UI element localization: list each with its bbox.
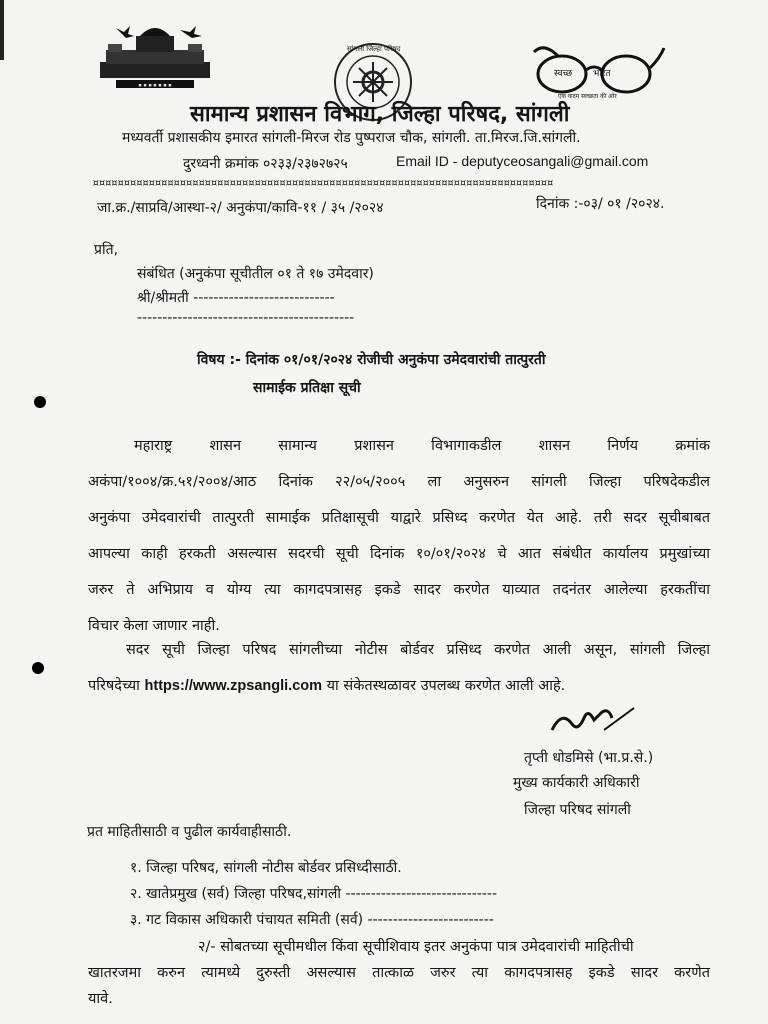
copy-heading: प्रत माहितीसाठी व पुढील कार्यवाहीसाठी. [87, 824, 292, 840]
copy-item-2: २. खातेप्रमुख (सर्व) जिल्हा परिषद,सांगली ------------------------------ [130, 886, 498, 902]
website-link[interactable]: https://www.zpsangli.com [144, 678, 323, 694]
office-email: Email ID - deputyceosangali@gmail.com [396, 153, 649, 169]
para2-prefix: परिषदेच्या [88, 678, 140, 694]
note-line-1: २/- सोबतच्या सूचीमधील किंवा सूचीशिवाय इतर अनुकंपा पात्र उमेदवारांची माहितीची [198, 939, 634, 955]
subject-line-1: विषय :- दिनांक ०१/०१/२०२४ रोजीची अनुकंपा उमेदवारांची तात्पुरती [197, 352, 546, 368]
scan-edge-mark [0, 0, 4, 60]
para1-line-1: महाराष्ट्र शासन सामान्य प्रशासन विभागाकडील शासन निर्णय क्रमांक [134, 438, 710, 454]
copy-note [88, 934, 710, 1012]
recipient-line-1: संबंधित (अनुकंपा सूचीतील ०१ ते १७ उमेदवार) [137, 266, 374, 282]
para1-line-6: विचार केला जाणार नाही. [88, 618, 220, 634]
recipient-line-3: ------------------------------------------- [137, 310, 355, 326]
note-line-3: यावे. [88, 991, 113, 1007]
signature-scribble [548, 700, 638, 740]
decorative-border: ¤¤¤¤¤¤¤¤¤¤¤¤¤¤¤¤¤¤¤¤¤¤¤¤¤¤¤¤¤¤¤¤¤¤¤¤¤¤¤¤¤¤¤¤¤¤¤¤¤¤¤¤¤¤¤¤¤¤¤¤¤¤¤¤¤¤¤¤¤¤¤¤¤¤ [92, 176, 553, 190]
punch-hole [32, 662, 44, 674]
swachh-tagline: एक कदम स्वच्छता की ओर [558, 93, 617, 100]
subject-line-2: सामाईक प्रतिक्षा सूची [253, 380, 361, 396]
para1-line-3: अनुकंपा उमेदवारांची तात्पुरती सामाईक प्रतिक्षासूची याद्वारे प्रसिध्द करणेत येत आहे. तरी सदर सूचीबाबत [88, 510, 710, 526]
para1-line-5: जरुर ते अभिप्राय व योग्य त्या कागदपत्रासह इकडे सादर करणेत याव्यात तदनंतर आलेल्या हरकतींचा [88, 582, 710, 598]
body-paragraph-2 [88, 632, 710, 704]
recipient-to: प्रति, [94, 242, 119, 258]
svg-text:▪ ▪ ▪ ▪ ▪ ▪ ▪: ▪ ▪ ▪ ▪ ▪ ▪ ▪ [138, 82, 172, 89]
signatory-office: जिल्हा परिषद सांगली [524, 802, 631, 818]
para2-line-1: सदर सूची जिल्हा परिषद सांगलीच्या नोटीस बोर्डवर प्रसिध्द करणेत आली असून, सांगली जिल्हा [126, 642, 710, 658]
zp-building-logo [96, 20, 214, 90]
para1-line-4: आपल्या काही हरकती असल्यास सदरची सूची दिनांक १०/०१/२०२४ चे आत संबंधीत कार्यालय प्रमुखांच्या [88, 546, 710, 562]
punch-hole [34, 396, 46, 408]
signatory-designation: मुख्य कार्यकारी अधिकारी [513, 775, 640, 791]
office-address: मध्यवर्ती प्रशासकीय इमारत सांगली-मिरज रोड पुष्पराज चौक, सांगली. ता.मिरज.जि.सांगली. [122, 130, 581, 146]
para1-line-2: अकंपा/१००४/क्र.५१/२००४/आठ दिनांक २२/०५/२००५ ला अनुसरुन सांगली जिल्हा परिषदेकडील [88, 474, 710, 490]
letter-date: दिनांक :-०३/ ०१ /२०२४. [536, 196, 665, 212]
reference-number: जा.क्र./साप्रवि/आस्था-२/ अनुकंपा/कावि-११ / ३५ /२०२४ [97, 200, 384, 216]
copy-item-3: ३. गट विकास अधिकारी पंचायत समिती (सर्व) ------------------------- [130, 912, 494, 928]
seal-text: सांगली जिल्हा परिषद [347, 45, 401, 53]
note-line-2: खातरजमा करुन त्यामध्ये दुरुस्ती असल्यास तात्काळ जरुर त्या कागदपत्रासह इकडे सादर करणेत [88, 965, 710, 981]
office-phone: दुरध्वनी क्रमांक ०२३३/२३७२७२५ [183, 156, 348, 172]
signatory-name: तृप्ती धोडमिसे (भा.प्र.से.) [524, 750, 654, 766]
para2-suffix: या संकेतस्थळावर उपलब्ध करणेत आली आहे. [326, 678, 566, 694]
para2-line-2 [88, 668, 710, 704]
swachh-bharat-logo [528, 40, 668, 104]
swachh-text: स्वच्छ भारत [554, 69, 611, 79]
office-title: सामान्य प्रशासन विभाग, जिल्हा परिषद, सांगली [190, 102, 570, 127]
copy-item-1: १. जिल्हा परिषद, सांगली नोटीस बोर्डवर प्रसिध्दीसाठी. [130, 860, 402, 876]
recipient-line-2: श्री/श्रीमती ---------------------------- [137, 290, 335, 306]
body-paragraph-1 [88, 428, 710, 644]
